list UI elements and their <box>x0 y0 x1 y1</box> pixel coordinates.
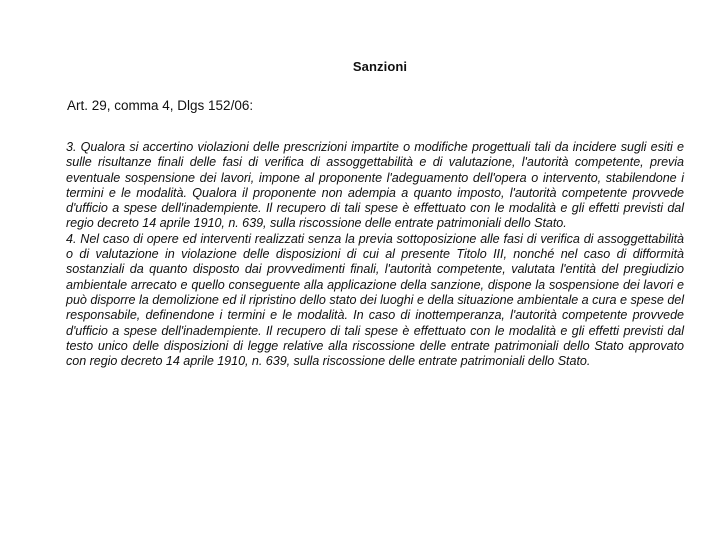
paragraph-comma-3: 3. Qualora si accertino violazioni delle prescrizioni impartite o modifiche progettuali tali da incidere sugli esiti e sulle risultanze finali delle fasi di verifica di assoggettabilità e di valutazione, l'autorità competente, previa eventuale sospensione dei lavori, impone al proponente l'adeguamento dell'opera o intervento, stabilendone i termini e le modalità. Qualora il proponente non adempia a quanto imposto, l'autorità competente provvede d'ufficio a spese dell'inadempiente. Il recupero di tali spese è effettuato con le modalità e gli effetti previsti dal regio decreto 14 aprile 1910, n. 639, sulla riscossione delle entrate patrimoniali dello Stato. <box>66 140 684 231</box>
page-title: Sanzioni <box>352 59 408 74</box>
paragraph-comma-4: 4. Nel caso di opere ed interventi realizzati senza la previa sottoposizione alle fasi di verifica di assoggettabilità o di valutazione in violazione delle disposizioni di cui al presente Titolo III, nonché nel caso di difformità sostanziali da quanto disposto dai provvedimenti finali, l'autorità competente, valutata l'entità del pregiudizio ambientale arrecato e quello conseguente alla applicazione della sanzione, dispone la sospensione dei lavori e può disporre la demolizione ed il ripristino dello stato dei luoghi e della situazione ambientale a cura e spese del responsabile, definendone i termini e le modalità. In caso di inottemperanza, l'autorità competente provvede d'ufficio a spese dell'inadempiente. Il recupero di tali spese è effettuato con le modalità e gli effetti previsti dal testo unico delle disposizioni di legge relative alla riscossione delle entrate patrimoniali dello Stato approvato con regio decreto 14 aprile 1910, n. 639, sulla riscossione delle entrate patrimoniali dello Stato. <box>66 231 684 369</box>
body-text <box>66 140 684 369</box>
article-reference: Art. 29, comma 4, Dlgs 152/06: <box>67 98 254 113</box>
